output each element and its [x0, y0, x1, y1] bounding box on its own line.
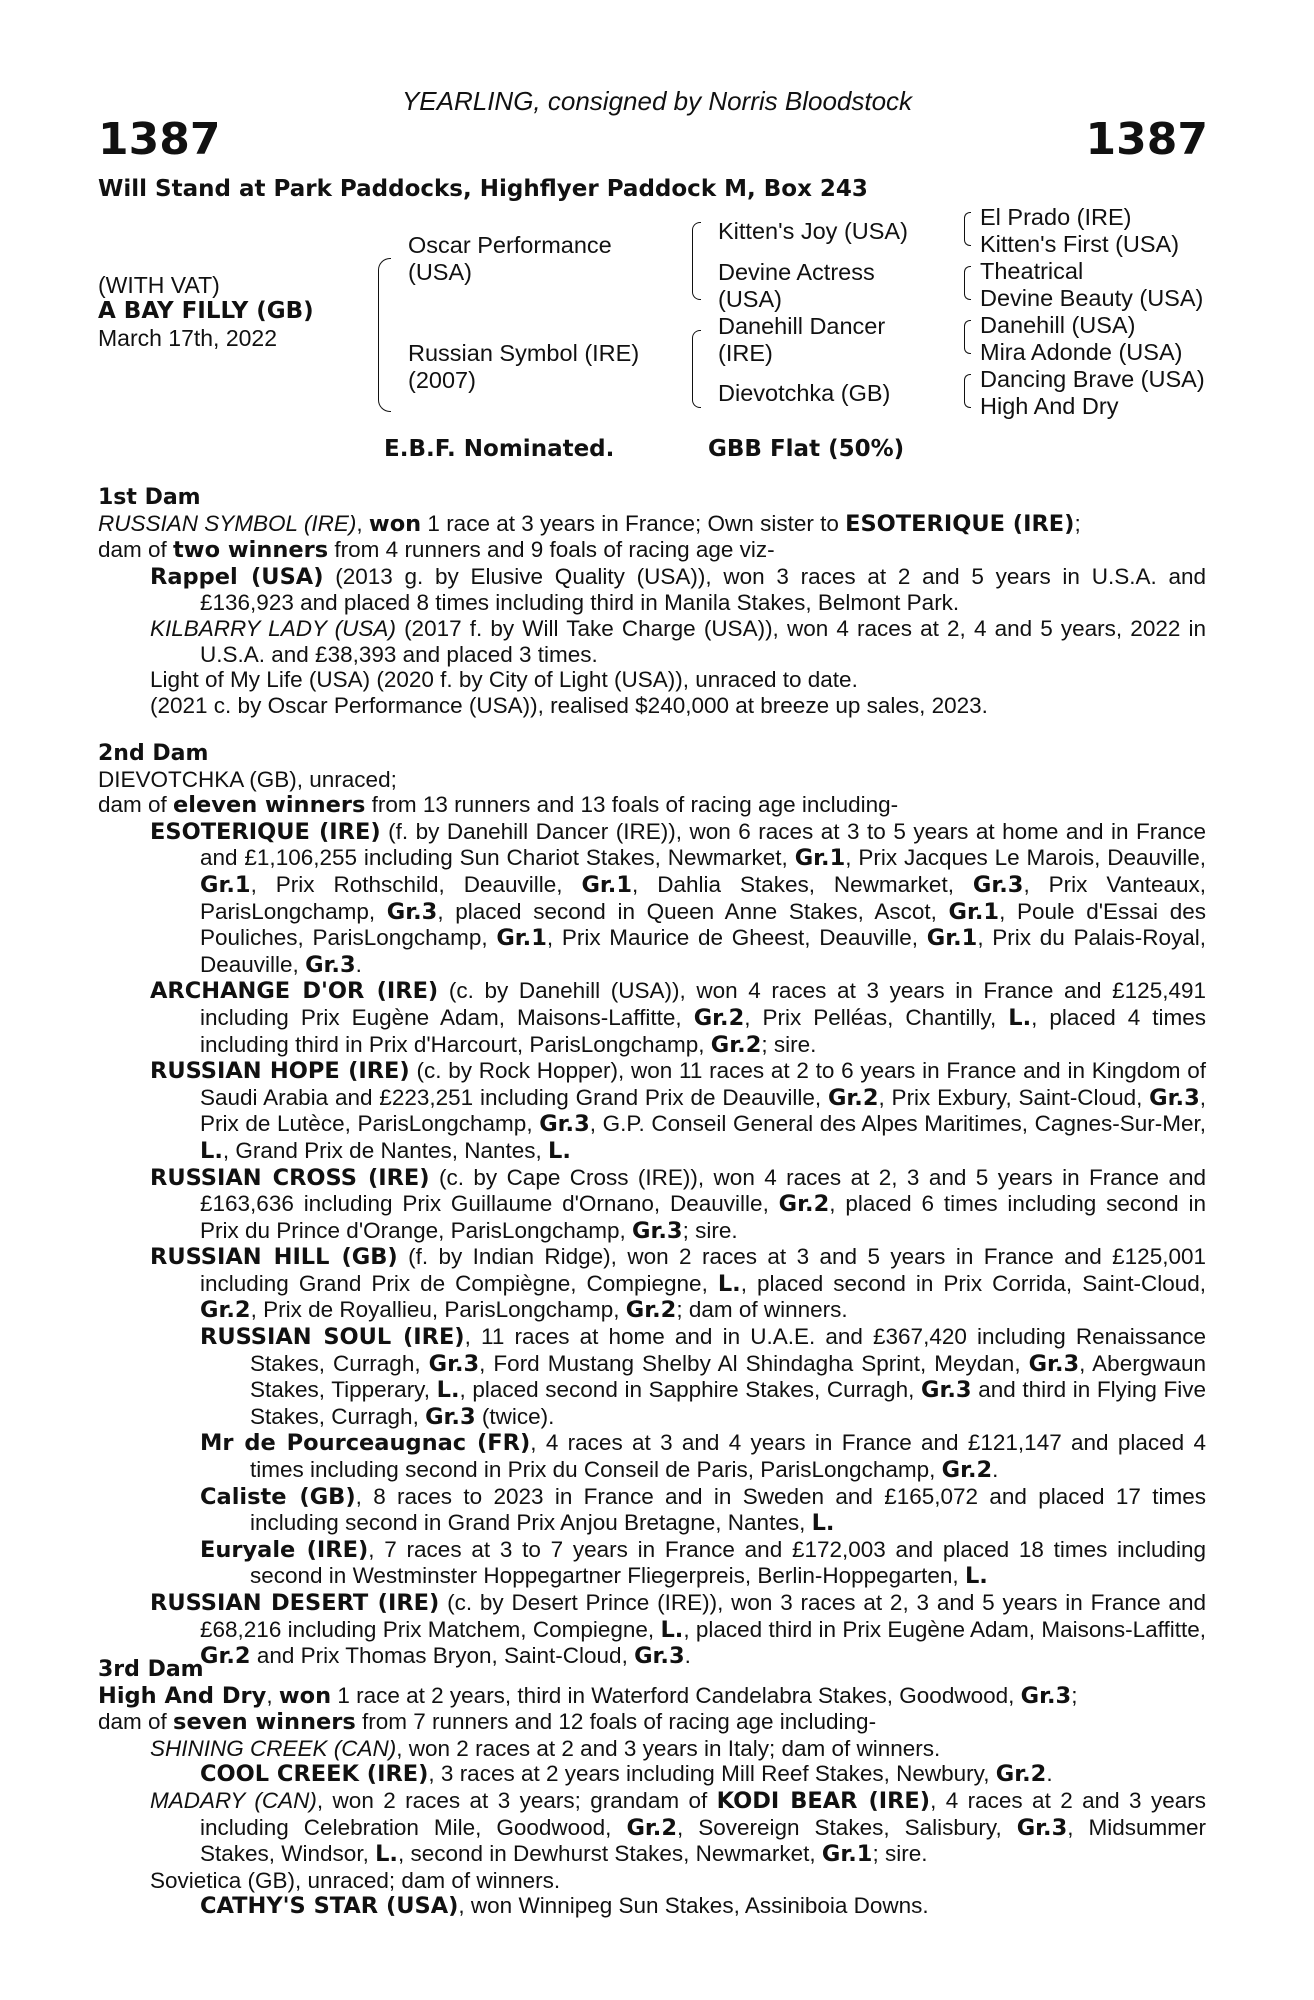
consignor-line: YEARLING, consigned by Norris Bloodstock: [401, 86, 913, 116]
lot-number-left: 1387: [98, 114, 221, 165]
progeny-euryale: Euryale (IRE), 7 races at 3 to 7 years in France and £172,003 and placed 18 times including second in Westminster Hoppegartner Fliegerpreis, Berlin-Hoppegarten, L.: [200, 1536, 1206, 1590]
dam-dam: Dievotchka (GB): [718, 380, 891, 406]
stand-location: Will Stand at Park Paddocks, Highflyer Paddock M, Box 243: [98, 176, 868, 202]
g3-theatrical: Theatrical: [980, 258, 1084, 284]
g3-kittens-first: Kitten's First (USA): [980, 231, 1180, 257]
progeny-kilbarry: KILBARRY LADY (USA) (2017 f. by Will Take Charge (USA)), won 4 races at 2, 4 and 5 years, 2022 in U.S.A. and £38,393 and placed 3 times.: [150, 615, 1207, 667]
foaling-date: March 17th, 2022: [98, 325, 278, 351]
dam-sire: Danehill Dancer (IRE): [718, 313, 886, 366]
progeny-russian-hope: RUSSIAN HOPE (IRE) (c. by Rock Hopper), won 11 races at 2 to 6 years in France and in Kingdom of Saudi Arabia and £223,251 including Grand Prix de Deauville, Gr.2, Prix Exbury, Saint-Cloud, Gr.3, Prix de Lutèce, ParisLongchamp, Gr.3, G.P. Conseil General des Alpes Maritimes, Cagnes-Sur-Mer, L., Grand Prix de Nantes, Nantes, L.: [150, 1058, 1207, 1164]
progeny-shining-creek: SHINING CREEK (CAN), won 2 races at 2 and 3 years in Italy; dam of winners.: [150, 1735, 941, 1761]
dam-brace: [692, 330, 701, 408]
g3-brace-1: [964, 212, 971, 246]
progeny-russian-desert: RUSSIAN DESERT (IRE) (c. by Desert Prince (IRE)), won 3 races at 2, 3 and 5 years in France and £68,216 including Prix Matchem, Compiegne, L., placed third in Prix Eugène Adam, Maisons-Laffitte, Gr.2 and Prix Thomas Bryon, Saint-Cloud, Gr.3.: [150, 1590, 1206, 1670]
progeny-rappel: Rappel (USA) (2013 g. by Elusive Quality (USA)), won 3 races at 2 and 5 years in U.S.A. and £136,923 and placed 8 times including third in Manila Stakes, Belmont Park.: [150, 563, 1206, 616]
g3-devine-beauty: Devine Beauty (USA): [980, 285, 1204, 311]
progeny-cathys-star: CATHY'S STAR (USA), won Winnipeg Sun Stakes, Assiniboia Downs.: [200, 1893, 929, 1920]
section-heading: 3rd Dam: [98, 1657, 204, 1682]
pedigree-brace: [378, 258, 391, 412]
g3-mira-adonde: Mira Adonde (USA): [980, 339, 1183, 365]
lot-number-right: 1387: [1085, 114, 1208, 165]
progeny-2021-colt: (2021 c. by Oscar Performance (USA)), realised $240,000 at breeze up sales, 2023.: [150, 692, 988, 718]
progeny-russian-cross: RUSSIAN CROSS (IRE) (c. by Cape Cross (IRE)), won 4 races at 2, 3 and 5 years in France and £163,636 including Prix Guillaume d'Ornano, Deauville, Gr.2, placed 6 times including second in Prix du Prince d'Orange, ParisLongchamp, Gr.3; sire.: [150, 1164, 1207, 1244]
third-dam-section: 3rd Dam High And Dry, won 1 race at 2 years, third in Waterford Candelabra Stakes, Goodwood, Gr.3; dam of seven winners from 7 runners and 12 foals of racing age including- SHINING CREEK (CAN), won 2 races at 2 and 3 years in Italy; dam of winners. COOL CREEK (IRE), 3 races at 2 years including Mill Reef Stakes, Newbury, Gr.2. MADARY (CAN), won 2 races at 3 years; grandam of KODI BEAR (IRE), 4 races at 2 and 3 years including Celebration Mile, Goodwood, Gr.2, Sovereign Stakes, Salisbury, Gr.3, Midsummer Stakes, Windsor, L., second in Dewhurst Stakes, Newmarket, Gr.1; sire. Sovietica (GB), unraced; dam of winners. CATHY'S STAR (USA), won Winnipeg Sun Stakes, Assiniboia Downs.: [98, 1657, 1207, 1920]
progeny-esoterique: ESOTERIQUE (IRE) (f. by Danehill Dancer (IRE)), won 6 races at 3 to 5 years at home and in France and £1,106,255 including Sun Chariot Stakes, Newmarket, Gr.1, Prix Jacques Le Marois, Deauville, Gr.1, Prix Rothschild, Deauville, Gr.1, Dahlia Stakes, Newmarket, Gr.3, Prix Vanteaux, ParisLongchamp, Gr.3, placed second in Queen Anne Stakes, Ascot, Gr.1, Poule d'Essai des Pouliches, ParisLongchamp, Gr.1, Prix Maurice de Gheest, Deauville, Gr.1, Prix du Palais-Royal, Deauville, Gr.3.: [150, 818, 1206, 978]
progeny-russian-hill: RUSSIAN HILL (GB) (f. by Indian Ridge), won 2 races at 3 and 5 years in France and £125,001 including Grand Prix de Compiègne, Compiegne, L., placed second in Prix Corrida, Saint-Cloud, Gr.2, Prix de Royallieu, ParisLongchamp, Gr.2; dam of winners.: [150, 1244, 1207, 1324]
section-heading: 1st Dam: [98, 485, 201, 510]
sire-sire: Kitten's Joy (USA): [718, 218, 908, 244]
g3-brace-2: [964, 266, 971, 300]
sire-brace: [692, 222, 701, 300]
subject-name: A BAY FILLY (GB): [98, 298, 314, 324]
ebf-nominated: E.B.F. Nominated.: [384, 436, 615, 462]
progeny-light: Light of My Life (USA) (2020 f. by City of Light (USA)), unraced to date.: [150, 667, 858, 693]
progeny-russian-soul: RUSSIAN SOUL (IRE), 11 races at home and in U.A.E. and £367,420 including Renaissance Stakes, Curragh, Gr.3, Ford Mustang Shelby Al Shindagha Sprint, Meydan, Gr.3, Abergwaun Stakes, Tipperary, L., placed second in Sapphire Stakes, Curragh, Gr.3 and third in Flying Five Stakes, Curragh, Gr.3 (twice).: [200, 1324, 1207, 1430]
g3-dancing-brave: Dancing Brave (USA): [980, 366, 1205, 392]
dam: Russian Symbol (IRE) (2007): [408, 340, 640, 393]
g3-brace-3: [964, 320, 971, 354]
progeny-caliste: Caliste (GB), 8 races to 2023 in France and in Sweden and £165,072 and placed 17 times including second in Grand Prix Anjou Bretagne, Nantes, L.: [200, 1483, 1206, 1537]
gbb-flat: GBB Flat (50%): [708, 436, 905, 462]
g3-high-and-dry: High And Dry: [980, 393, 1119, 419]
sire-dam: Devine Actress (USA): [718, 259, 875, 312]
vat-note: (WITH VAT): [98, 272, 220, 298]
progeny-sovietica: Sovietica (GB), unraced; dam of winners.: [150, 1867, 561, 1893]
progeny-archange: ARCHANGE D'OR (IRE) (c. by Danehill (USA)), won 4 races at 3 years in France and £125,491 including Prix Eugène Adam, Maisons-Laffitte, Gr.2, Prix Pelléas, Chantilly, L., placed 4 times including third in Prix d'Harcourt, ParisLongchamp, Gr.2; sire.: [150, 978, 1207, 1058]
g3-brace-4: [964, 374, 971, 408]
g3-danehill: Danehill (USA): [980, 312, 1136, 338]
section-heading: 2nd Dam: [98, 741, 209, 766]
sire: Oscar Performance (USA): [408, 232, 612, 285]
first-dam-section: 1st Dam RUSSIAN SYMBOL (IRE), won 1 race at 3 years in France; Own sister to ESOTERIQUE (IRE); dam of two winners from 4 runners and 9 foals of racing age viz- Rappel (USA) (2013 g. by Elusive Quality (USA)), won 3 races at 2 and 5 years in U.S.A. and £136,923 and placed 8 times including third in Manila Stakes, Belmont Park. KILBARRY LADY (USA) (2017 f. by Will Take Charge (USA)), won 4 races at 2, 4 and 5 years, 2022 in U.S.A. and £38,393 and placed 3 times. Light of My Life (USA) (2020 f. by City of Light (USA)), unraced to date. (2021 c. by Oscar Performance (USA)), realised $240,000 at breeze up sales, 2023.: [98, 485, 1207, 718]
g3-el-prado: El Prado (IRE): [980, 204, 1132, 230]
progeny-cool-creek: COOL CREEK (IRE), 3 races at 2 years including Mill Reef Stakes, Newbury, Gr.2.: [200, 1761, 1053, 1788]
progeny-madary: MADARY (CAN), won 2 races at 3 years; grandam of KODI BEAR (IRE), 4 races at 2 and 3 years including Celebration Mile, Goodwood, Gr.2, Sovereign Stakes, Salisbury, Gr.3, Midsummer Stakes, Windsor, L., second in Dewhurst Stakes, Newmarket, Gr.1; sire.: [150, 1787, 1207, 1868]
second-dam-section: 2nd Dam DIEVOTCHKA (GB), unraced; dam of eleven winners from 13 runners and 13 foals of racing age including- ESOTERIQUE (IRE) (f. by Danehill Dancer (IRE)), won 6 races at 3 to 5 years at home and in France and £1,106,255 including Sun Chariot Stakes, Newmarket, Gr.1, Prix Jacques Le Marois, Deauville, Gr.1, Prix Rothschild, Deauville, Gr.1, Dahlia Stakes, Newmarket, Gr.3, Prix Vanteaux, ParisLongchamp, Gr.3, placed second in Queen Anne Stakes, Ascot, Gr.1, Poule d'Essai des Pouliches, ParisLongchamp, Gr.1, Prix Maurice de Gheest, Deauville, Gr.1, Prix du Palais-Royal, Deauville, Gr.3. ARCHANGE D'OR (IRE) (c. by Danehill (USA)), won 4 races at 3 years in France and £125,491 including Prix Eugène Adam, Maisons-Laffitte, Gr.2, Prix Pelléas, Chantilly, L., placed 4 times including third in Prix d'Harcourt, ParisLongchamp, Gr.2; sire. RUSSIAN HOPE (IRE) (c. by Rock Hopper), won 11 races at 2 to 6 years in France and in Kingdom of Saudi Arabia and £223,251 including Grand Prix de Deauville, Gr.2, Prix Exbury, Saint-Cloud, Gr.3, Prix de Lutèce, ParisLongchamp, Gr.3, G.P. Conseil General des Alpes Maritimes, Cagnes-Sur-Mer, L., Grand Prix de Nantes, Nantes, L. RUSSIAN CROSS (IRE) (c. by Cape Cross (IRE)), won 4 races at 2, 3 and 5 years in France and £163,636 including Prix Guillaume d'Ornano, Deauville, Gr.2, placed 6 times including second in Prix du Prince d'Orange, ParisLongchamp, Gr.3; sire. RUSSIAN HILL (GB) (f. by Indian Ridge), won 2 races at 3 and 5 years in France and £125,001 including Grand Prix de Compiègne, Compiegne, L., placed second in Prix Corrida, Saint-Cloud, Gr.2, Prix de Royallieu, ParisLongchamp, Gr.2; dam of winners. RUSSIAN SOUL (IRE), 11 races at home and in U.A.E. and £367,420 including Renaissance Stakes, Curragh, Gr.3, Ford Mustang Shelby Al Shindagha Sprint, Meydan, Gr.3, Abergwaun Stakes, Tipperary, L., placed second in Sapphire Stakes, Curragh, Gr.3 and third in Flying Five Stakes, Curragh, Gr.3 (twice). Mr de Pourceaugnac (FR), 4 races at 3 and 4 years in France and £121,147 and placed 4 times including second in Prix du Conseil de Paris, ParisLongchamp, Gr.2. Caliste (GB), 8 races to 2023 in France and in Sweden and £165,072 and placed 17 times including second in Grand Prix Anjou Bretagne, Nantes, L. Euryale (IRE), 7 races at 3 to 7 years in France and £172,003 and placed 18 times including second in Westminster Hoppegartner Fliegerpreis, Berlin-Hoppegarten, L. RUSSIAN DESERT (IRE) (c. by Desert Prince (IRE)), won 3 races at 2, 3 and 5 years in France and £68,216 including Prix Matchem, Compiegne, L., placed third in Prix Eugène Adam, Maisons-Laffitte, Gr.2 and Prix Thomas Bryon, Saint-Cloud, Gr.3.: [98, 741, 1207, 1670]
progeny-pourceaugnac: Mr de Pourceaugnac (FR), 4 races at 3 and 4 years in France and £121,147 and placed 4 times including second in Prix du Conseil de Paris, ParisLongchamp, Gr.2.: [200, 1430, 1207, 1484]
